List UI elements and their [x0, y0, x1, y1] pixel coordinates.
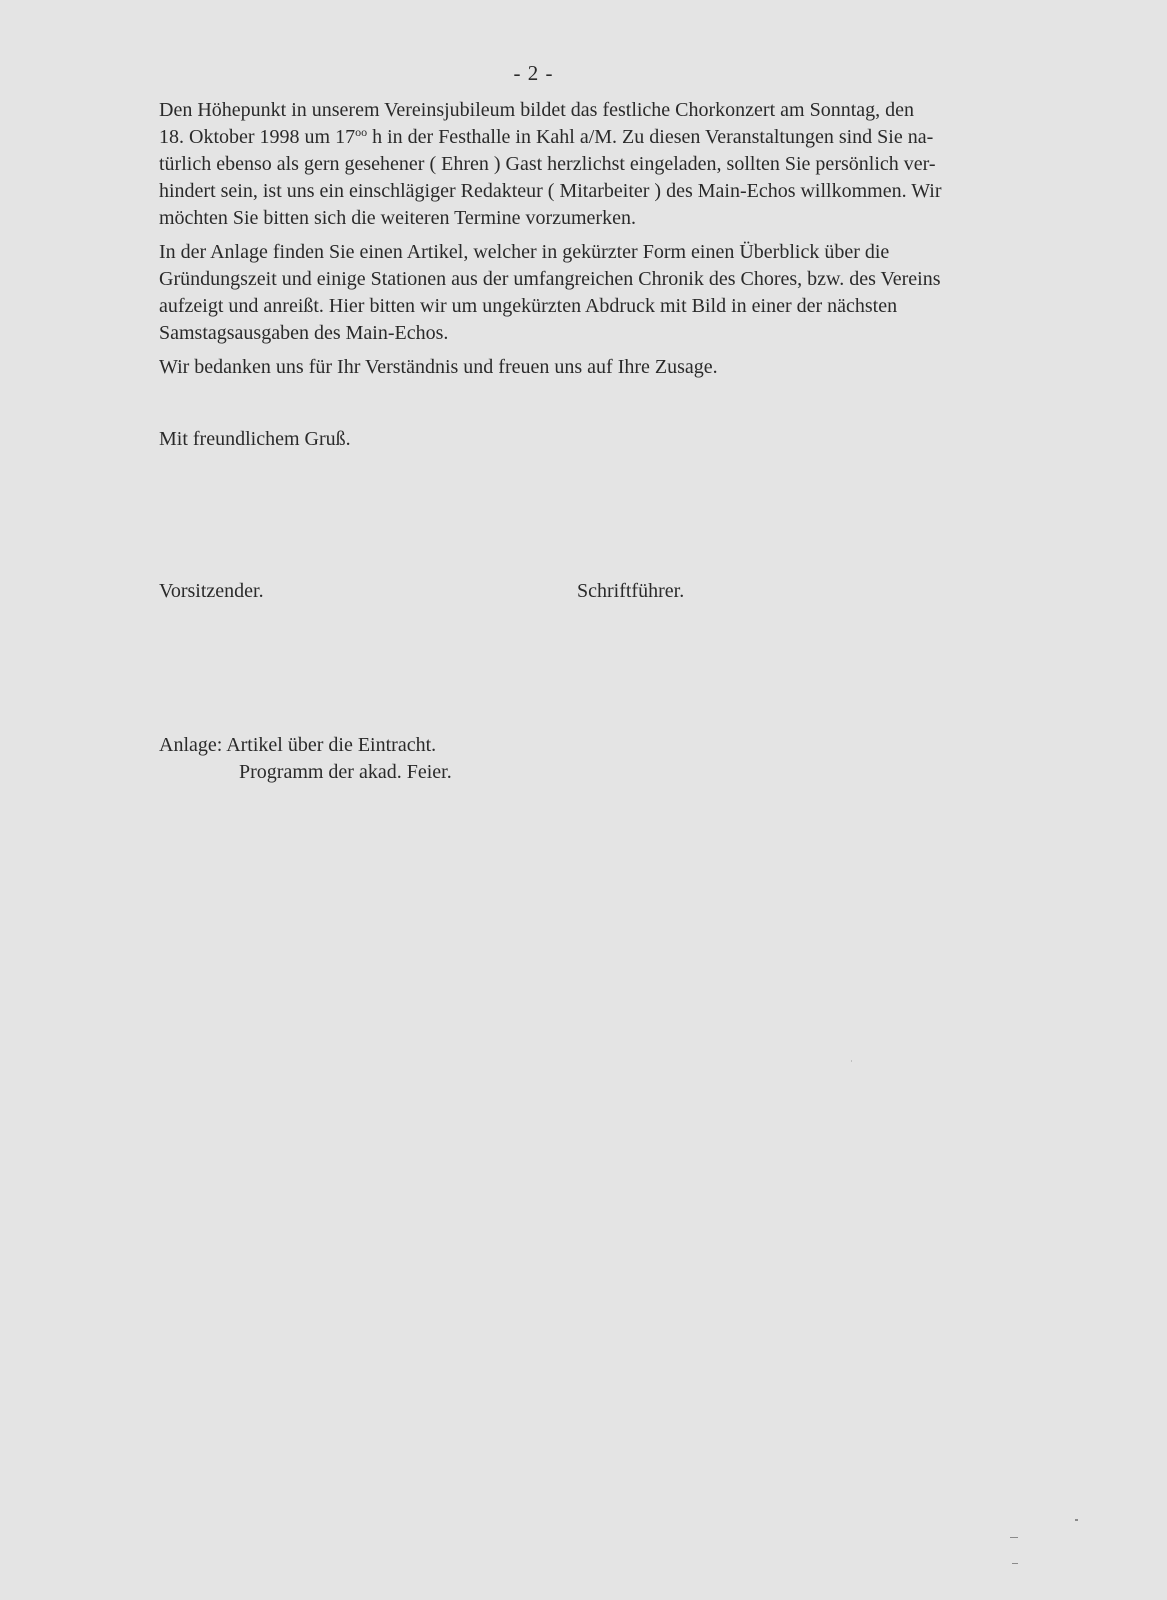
text-line: Gründungszeit und einige Stationen aus der umfangreichen Chronik des Chores, bzw. des Vereins — [159, 268, 941, 290]
text-line: In der Anlage finden Sie einen Artikel, welcher in gekürzter Form einen Überblick über die — [159, 241, 890, 263]
enclosure-list — [159, 732, 452, 786]
text-line: möchten Sie bitten sich die weiteren Termine vorzumerken. — [159, 207, 636, 229]
text-line: Wir bedanken uns für Ihr Verständnis und freuen uns auf Ihre Zusage. — [159, 356, 718, 378]
scan-speck — [851, 1060, 852, 1062]
text-segment: h in der Festhalle in Kahl a/M. Zu diesen Veranstaltungen sind Sie na- — [367, 126, 934, 148]
time-superscript: oo — [355, 125, 368, 139]
text-segment: 18. Oktober 1998 um 17 — [159, 126, 356, 148]
text-line: aufzeigt und anreißt. Hier bitten wir um ungekürzten Abdruck mit Bild in einer der nächsten — [159, 295, 898, 317]
page-number: - 2 - — [513, 61, 554, 85]
paragraph-article-request — [159, 239, 1109, 347]
signature-secretary: Schriftführer. — [577, 580, 685, 602]
text-line — [159, 124, 1109, 151]
scan-speck — [1012, 1563, 1018, 1564]
text-line: Samstagsausgaben des Main-Echos. — [159, 322, 449, 344]
scan-speck — [1075, 1519, 1078, 1521]
signature-chairman: Vorsitzender. — [159, 580, 264, 602]
paragraph-thanks — [159, 354, 1109, 381]
letter-body — [159, 97, 1109, 388]
paragraph-jubilee-concert — [159, 97, 1109, 232]
enclosure-item-article: Anlage: Artikel über die Eintracht. — [159, 734, 437, 756]
text-line: hindert sein, ist uns ein einschlägiger Redakteur ( Mitarbeiter ) des Main-Echos willkommen. Wir — [159, 180, 942, 202]
scan-speck — [1010, 1537, 1018, 1538]
text-line: Den Höhepunkt in unserem Vereinsjubileum bildet das festliche Chorkonzert am Sonntag, den — [159, 99, 915, 121]
text-line: türlich ebenso als gern gesehener ( Ehren ) Gast herzlichst eingeladen, sollten Sie persönlich ver- — [159, 153, 936, 175]
enclosure-item-program: Programm der akad. Feier. — [239, 761, 452, 783]
closing-greeting: Mit freundlichem Gruß. — [159, 428, 351, 450]
